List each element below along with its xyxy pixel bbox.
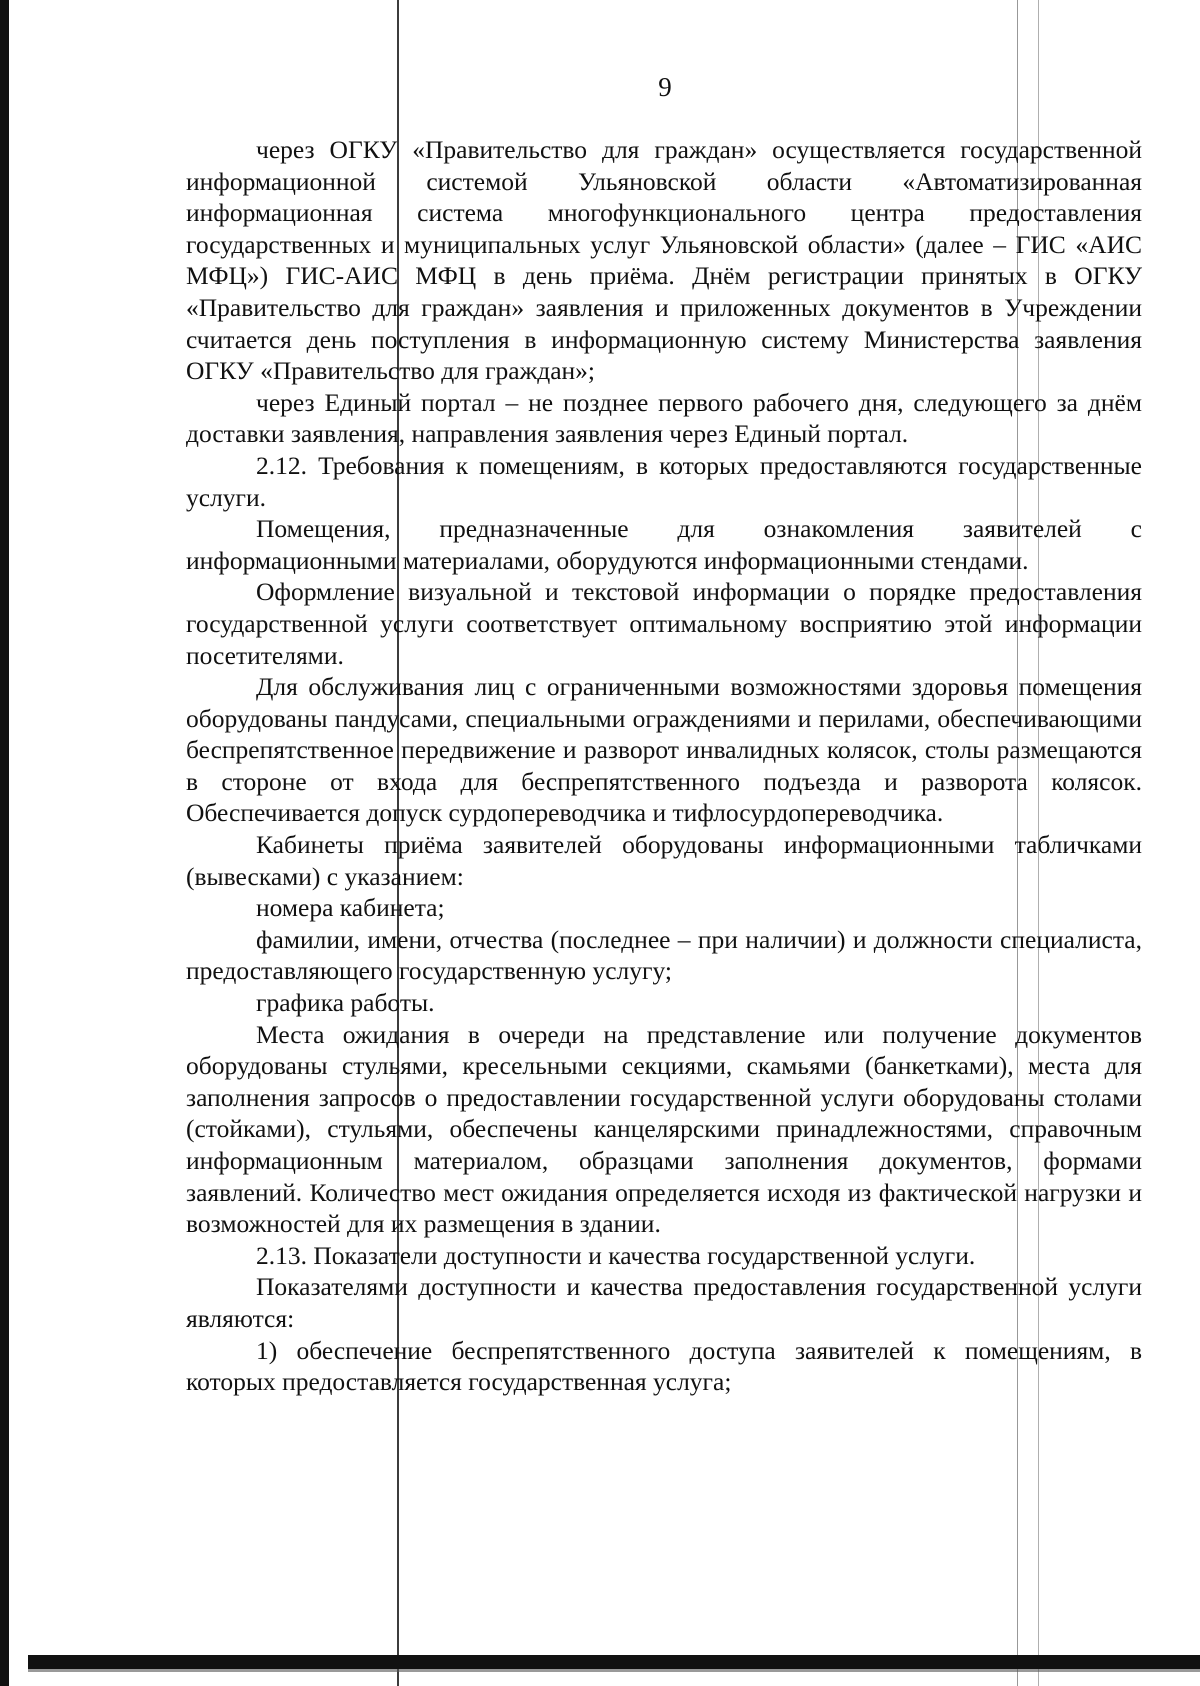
list-item: номера кабинета; — [256, 893, 445, 923]
document-body — [186, 134, 1142, 1398]
scan-edge-left — [0, 0, 9, 1686]
list-item: фамилии, имени, отчества (последнее – при наличии) и должности специалиста, предоставляющего государственную услугу; — [186, 924, 1142, 986]
paragraph: Помещения, предназначенные для ознакомления заявителей с информационными материалами, оборудуются информационными стендами. — [186, 514, 1142, 575]
paragraph: Оформление визуальной и текстовой информации о порядке предоставления государственной услуги соответствует оптимальному восприятию этой информации посетителями. — [186, 577, 1142, 670]
section-heading: 2.13. Показатели доступности и качества государственной услуги. — [256, 1240, 976, 1270]
paragraph: Для обслуживания лиц с ограниченными возможностями здоровья помещения оборудованы пандусами, специальными ограждениями и перилами, обеспечивающими беспрепятственное передвижение и разворот инвалидных колясок, столы размещаются в стороне от входа для беспрепятственного подъезда и разворота колясок. Обеспечивается допуск сурдопереводчика и тифлосурдопереводчика. — [186, 672, 1142, 828]
list-item: 1) обеспечение беспрепятственного доступа заявителей к помещениям, в которых предоставляется государственная услуга; — [186, 1335, 1142, 1397]
paragraph: Места ожидания в очереди на представление или получение документов оборудованы стульями, кресельными секциями, скамьями (банкетками), места для заполнения запросов о предоставлении государственной услуги оборудованы столами (стойками), стульями, обеспечены канцелярскими принадлежностями, справочным информационным материалом, образцами заполнения документов, формами заявлений. Количество мест ожидания определяется исходя из фактической нагрузки и возможностей для их размещения в здании. — [186, 1019, 1142, 1239]
paragraph: Кабинеты приёма заявителей оборудованы информационными табличками (вывесками) с указанием: — [186, 830, 1142, 891]
paragraph: через Единый портал – не позднее первого рабочего дня, следующего за днём доставки заявления, направления заявления через Единый портал. — [186, 387, 1142, 449]
list-item: графика работы. — [256, 988, 435, 1018]
page-number: 9 — [658, 72, 672, 102]
paragraph: Показателями доступности и качества предоставления государственной услуги являются: — [186, 1272, 1142, 1333]
paragraph: через ОГКУ «Правительство для граждан» осуществляется государственной информационной системой Ульяновской области «Автоматизированная информационная система многофункционального центра предоставления государственных и муниципальных услуг Ульяновской области» (далее – ГИС «АИС МФЦ») ГИС-АИС МФЦ в день приёма. Днём регистрации принятых в ОГКУ «Правительство для граждан» заявления и приложенных документов в Учреждении считается день поступления в информационную систему Министерства заявления ОГКУ «Правительство для граждан»; — [186, 135, 1142, 386]
section-heading: 2.12. Требования к помещениям, в которых предоставляются государственные услуги. — [186, 450, 1142, 512]
scan-bottom-bar — [28, 1669, 1200, 1672]
scan-bottom-bar — [28, 1655, 1200, 1669]
